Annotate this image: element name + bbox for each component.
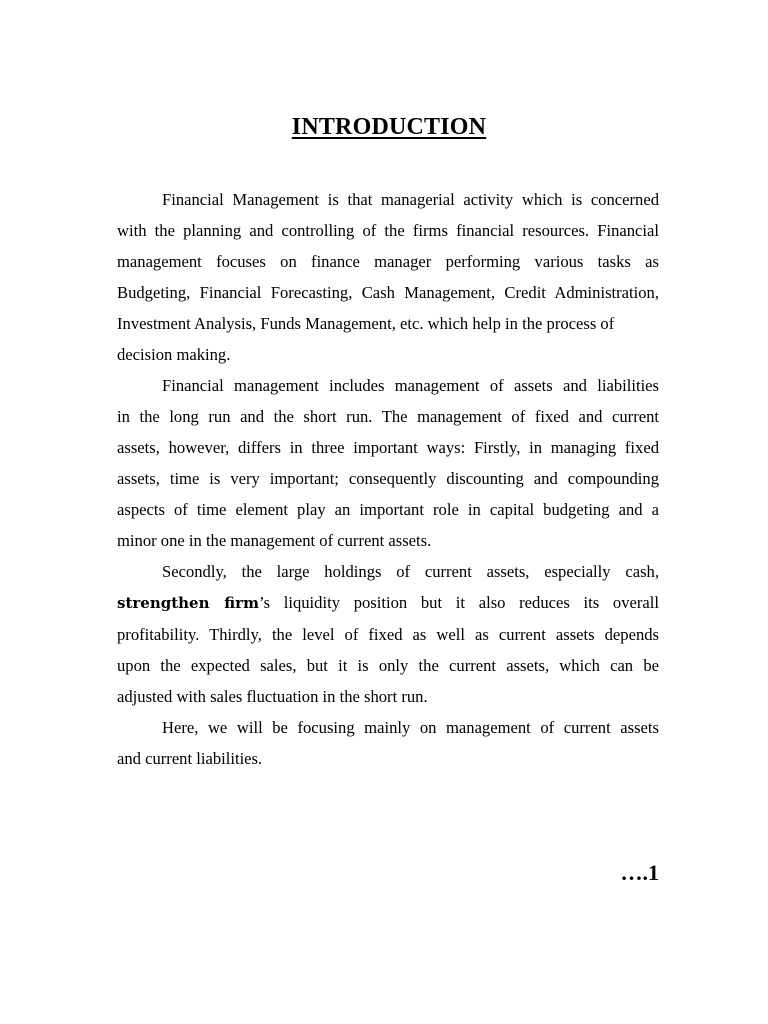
paragraph-2-line-6: minor one in the management of current assets. [117,531,432,550]
page-number: ….1 [620,860,659,885]
paragraph-2-line-2: in the long run and the short run. The management of fixed and current [117,407,659,426]
paragraph-1-line-2: with the planning and controlling of the firms financial resources. Financial [117,221,659,240]
paragraph-2-line-4: assets, time is very important; consequently discounting and compounding [117,469,659,488]
paragraph-1-line-3: management focuses on finance manager performing various tasks as [117,252,659,271]
paragraph-3-line-3: profitability. Thirdly, the level of fixed as well as current assets depends [117,625,659,644]
paragraph-2-line-3: assets, however, differs in three important ways: Firstly, in managing fixed [117,438,659,457]
paragraph-1-line-6: decision making. [117,345,231,364]
paragraph-2-line-5: aspects of time element play an important role in capital budgeting and a [117,500,659,519]
paragraph-2-line-1: Financial management includes management of assets and liabilities [162,376,659,395]
paragraph-3-line-5: adjusted with sales fluctuation in the short run. [117,687,428,706]
paragraph-2 [117,370,659,556]
paragraph-3-line-4: upon the expected sales, but it is only the current assets, which can be [117,656,659,675]
paragraph-3-line-1: Secondly, the large holdings of current assets, especially cash, [162,562,659,581]
body-text [117,184,659,774]
paragraph-4-line-2: and current liabilities. [117,749,263,768]
emphasis-text: strengthen firm [117,594,259,612]
page-title: INTRODUCTION [291,114,487,140]
paragraph-1-line-5: Investment Analysis, Funds Management, etc. which help in the process of [117,314,615,333]
paragraph-4 [117,712,659,774]
paragraph-4-line-1: Here, we will be focusing mainly on management of current assets [162,718,659,737]
paragraph-3-line-2-rest: ’s liquidity position but it also reduces its overall [258,593,660,612]
paragraph-1-line-1: Financial Management is that managerial activity which is concerned [162,190,659,209]
paragraph-1-line-4: Budgeting, Financial Forecasting, Cash Management, Credit Administration, [117,283,659,302]
paragraph-3 [117,556,659,712]
paragraph-3-line-2 [117,587,659,619]
paragraph-1 [117,184,659,370]
